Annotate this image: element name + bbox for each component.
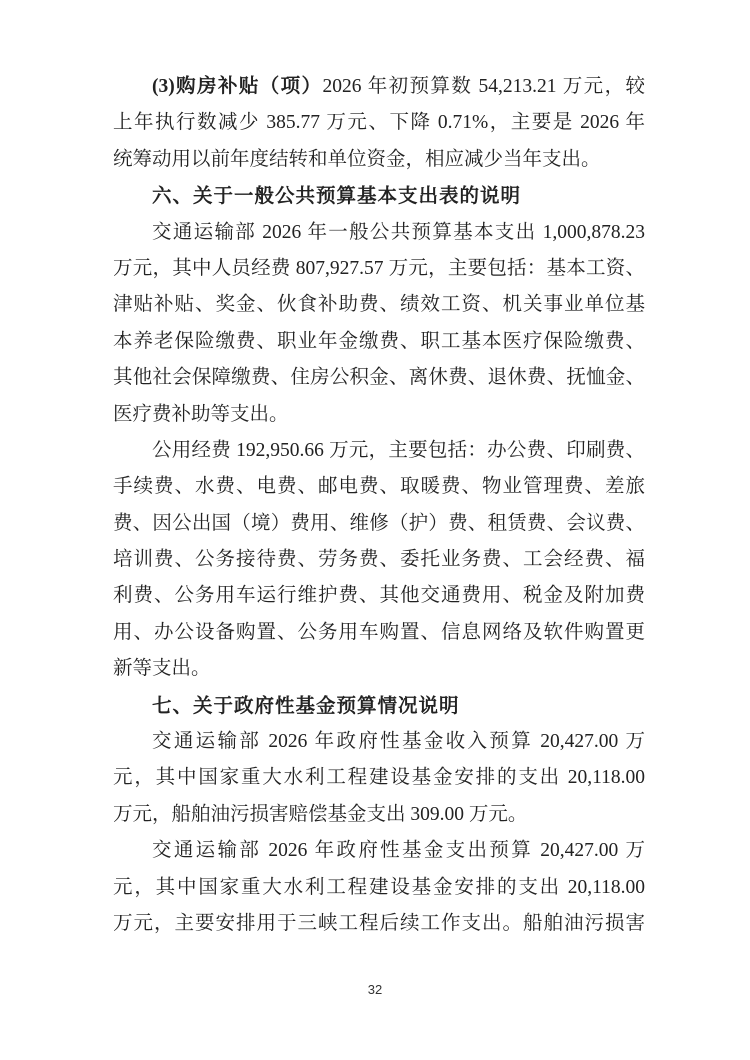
para-housing-subsidy-line-1: [113, 69, 645, 105]
para-basic-expenditure-line-4: 本养老保险缴费、职业年金缴费、职工基本医疗保险缴费、: [113, 330, 645, 352]
para-gov-fund-revenue-line-3: 万元，船舶油污损害赔偿基金支出 309.00 万元。: [113, 803, 528, 825]
para-public-funds-line-6: 用、办公设备购置、公务用车购置、信息网络及软件购置更: [113, 621, 645, 643]
para-public-funds-line-4: 培训费、公务接待费、劳务费、委托业务费、工会经费、福: [113, 549, 645, 571]
para-public-funds-line-2: 手续费、水费、电费、邮电费、取暖费、物业管理费、差旅: [113, 476, 645, 498]
para-housing-subsidy-line-3: 统筹动用以前年度结转和单位资金，相应减少当年支出。: [113, 148, 601, 170]
para-gov-fund-revenue-line-1: 交通运输部 2026 年政府性基金收入预算 20,427.00 万: [152, 731, 645, 753]
para-public-funds-line-3: 费、因公出国（境）费用、维修（护）费、租赁费、会议费、: [113, 512, 645, 534]
para-housing-subsidy-line-2: 上年执行数减少 385.77 万元、下降 0.71%，主要是 2026 年: [113, 112, 645, 134]
para-gov-fund-revenue-line-2: 元，其中国家重大水利工程建设基金安排的支出 20,118.00: [113, 767, 645, 789]
para-gov-fund-expenditure-line-3: 万元，主要安排用于三峡工程后续工作支出。船舶油污损害: [113, 912, 645, 934]
para-basic-expenditure-line-2: 万元，其中人员经费 807,927.57 万元，主要包括：基本工资、: [113, 257, 645, 279]
heading-section-6: 六、关于一般公共预算基本支出表的说明: [152, 185, 522, 208]
housing-subsidy-line-1-text: 2026 年初预算数 54,213.21 万元，较: [322, 76, 645, 97]
page-number: 32: [367, 982, 383, 997]
para-basic-expenditure-line-3: 津贴补贴、奖金、伙食补助费、绩效工资、机关事业单位基: [113, 294, 645, 316]
para-gov-fund-expenditure-line-2: 元，其中国家重大水利工程建设基金安排的支出 20,118.00: [113, 876, 645, 898]
para-basic-expenditure-line-5: 其他社会保障缴费、住房公积金、离休费、退休费、抚恤金、: [113, 367, 645, 389]
para-public-funds-line-1: 公用经费 192,950.66 万元，主要包括：办公费、印刷费、: [152, 439, 645, 461]
para-basic-expenditure-line-6: 医疗费补助等支出。: [113, 403, 289, 425]
para-basic-expenditure-line-1: 交通运输部 2026 年一般公共预算基本支出 1,000,878.23: [152, 221, 645, 243]
para-public-funds-line-5: 利费、公务用车运行维护费、其他交通费用、税金及附加费: [113, 585, 645, 607]
heading-section-7: 七、关于政府性基金预算情况说明: [152, 694, 460, 717]
para-gov-fund-expenditure-line-1: 交通运输部 2026 年政府性基金支出预算 20,427.00 万: [152, 840, 645, 862]
housing-subsidy-bold-lead: (3)购房补贴（项）: [152, 76, 323, 97]
document-text-block: [113, 69, 645, 942]
para-public-funds-line-7: 新等支出。: [113, 658, 211, 680]
